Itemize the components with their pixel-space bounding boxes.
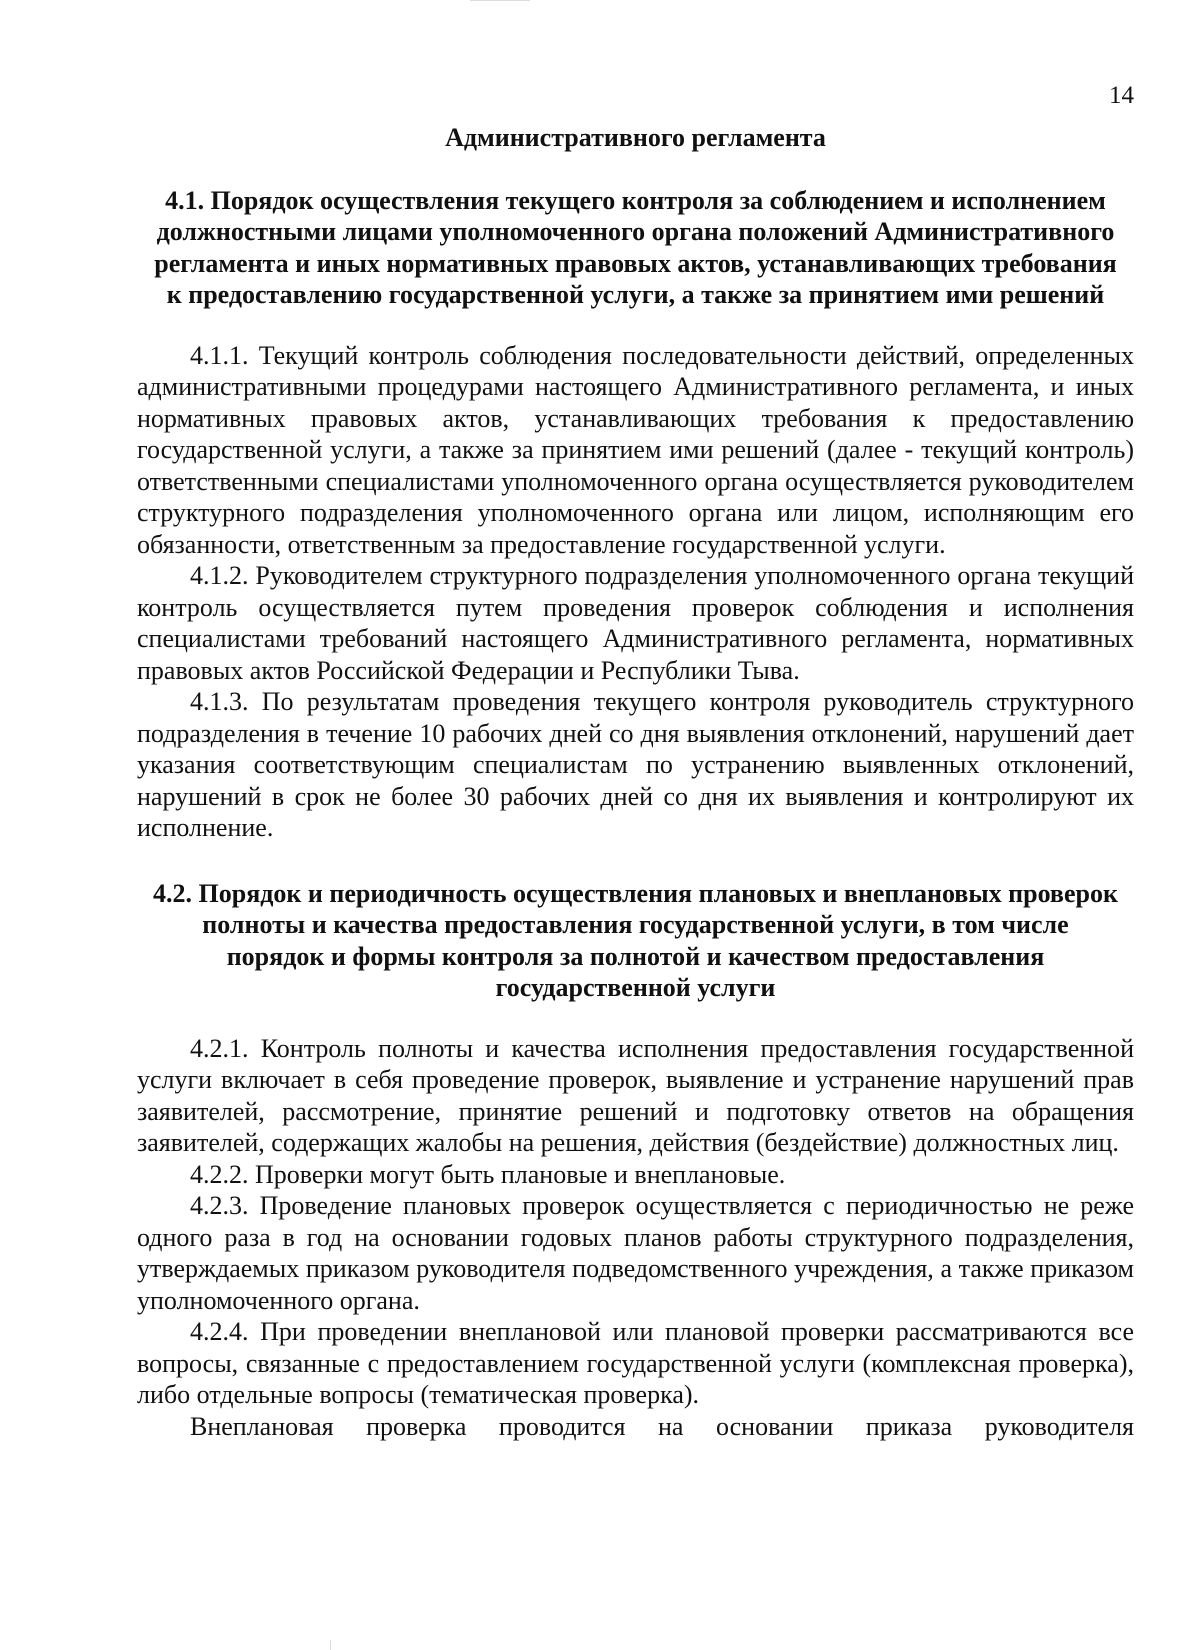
paragraph-4-1-1: 4.1.1. Текущий контроль соблюдения последовательности действий, определенных административными процедурами настоящего Административного регламента, и иных нормативных правовых актов, устанавливающих требования к предоставлению государственной услуги, а также за принятием ими решений (далее - текущий контроль) ответственными специалистами уполномоченного органа осуществляется руководителем структурного подразделения уполномоченного органа или лицом, исполняющим его обязанности, ответственным за предоставление государственной услуги. xyxy=(137,340,1134,559)
document-title-line: Административного регламента xyxy=(445,123,826,152)
paragraph-4-1-3: 4.1.3. По результатам проведения текущего контроля руководитель структурного подразделения в течение 10 рабочих дней со дня выявления отклонений, нарушений дает указания соответствующим специалистам по устранению выявленных отклонений, нарушений в срок не более 30 рабочих дней со дня их выявления и контролируют их исполнение. xyxy=(137,687,1134,842)
section-heading-4-1: 4.1. Порядок осуществления текущего контроля за соблюдением и исполнением должностными лицами уполномоченного органа положений Административного регламента и иных нормативных правовых актов, устанавливающих требования к предоставлению государственной услуги, а также за принятием ими решений xyxy=(154,185,1117,309)
paragraph-4-2-1: 4.2.1. Контроль полноты и качества исполнения предоставления государственной услуги включает в себя проведение проверок, выявление и устранение нарушений прав заявителей, рассмотрение, принятие решений и подготовку ответов на обращения заявителей, содержащих жалобы на решения, действия (бездействие) должностных лиц. xyxy=(137,1033,1134,1157)
paragraph-4-2-2: 4.2.2. Проверки могут быть плановые и внеплановые. xyxy=(190,1159,786,1189)
paragraph-4-2-4: 4.2.4. При проведении внеплановой или плановой проверки рассматриваются все вопросы, связанные с предоставлением государственной услуги (комплексная проверка), либо отдельные вопросы (тематическая проверка). xyxy=(137,1317,1134,1409)
document-body xyxy=(137,122,1134,1442)
paragraph-4-1-2: 4.1.2. Руководителем структурного подразделения уполномоченного органа текущий контроль осуществляется путем проведения проверок соблюдения и исполнения специалистами требований настоящего Административного регламента, нормативных правовых актов Российской Федерации и Республики Тыва. xyxy=(137,561,1134,685)
page-number: 14 xyxy=(1109,82,1134,109)
scan-mark-bottom xyxy=(330,1640,331,1650)
paragraph-unscheduled-inspection: Внеплановая проверка проводится на основании приказа руководителя xyxy=(190,1411,1134,1441)
paragraph-4-2-3: 4.2.3. Проведение плановых проверок осуществляется с периодичностью не реже одного раза в год на основании годовых планов работы структурного подразделения, утверждаемых приказом руководителя подведомственного учреждения, а также приказом уполномоченного органа. xyxy=(137,1191,1134,1315)
scan-mark-top xyxy=(470,0,530,1)
section-heading-4-2: 4.2. Порядок и периодичность осуществления плановых и внеплановых проверок полноты и качества предоставления государственной услуги, в том числе порядок и формы контроля за полнотой и качеством предоставления государственной услуги xyxy=(153,878,1118,1002)
